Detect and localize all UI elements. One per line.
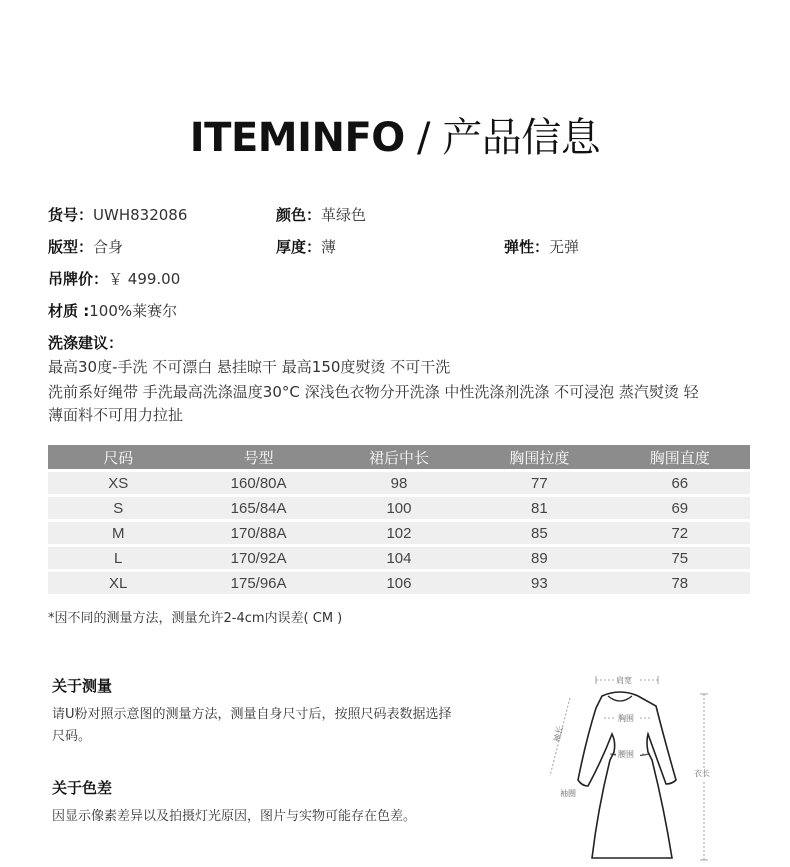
cell-length: 102 <box>329 521 469 546</box>
care-line: 薄面料不可用力拉扯 <box>48 406 184 424</box>
length-label: 衣长 <box>694 769 710 778</box>
cell-chest-flat: 66 <box>610 471 750 496</box>
thickness-value: 薄 <box>321 238 337 256</box>
color-value: 革绿色 <box>321 206 367 224</box>
header-chest-flat: 胸围直度 <box>610 445 750 471</box>
measure-title: 关于测量 <box>52 677 113 695</box>
table-row <box>48 546 750 571</box>
cell-length: 106 <box>329 571 469 595</box>
cell-size: M <box>48 521 188 546</box>
cell-chest-flat: 78 <box>610 571 750 595</box>
price-value: ￥ 499.00 <box>108 270 181 288</box>
header-size: 尺码 <box>48 445 188 471</box>
color <box>276 205 366 225</box>
cell-spec: 170/92A <box>188 546 328 571</box>
cell-chest-stretch: 81 <box>469 496 609 521</box>
size-table <box>48 445 750 594</box>
cell-size: L <box>48 546 188 571</box>
table-row <box>48 496 750 521</box>
sleeve-label: 袖长 <box>552 725 565 743</box>
dress-measurement-diagram <box>530 668 730 863</box>
cuff-label: 袖圈 <box>560 789 576 798</box>
thickness <box>276 237 336 257</box>
care-line: 洗前系好绳带 手洗最高洗涤温度30°C 深浅色衣物分开洗涤 中性洗涤剂洗涤 不可浸泡 蒸汽熨烫 轻 <box>48 383 699 401</box>
fit-key: 版型： <box>48 238 94 256</box>
cell-chest-flat: 69 <box>610 496 750 521</box>
item-no <box>48 205 187 225</box>
cell-spec: 170/88A <box>188 521 328 546</box>
size-table-header <box>48 445 750 471</box>
header-spec: 号型 <box>188 445 328 471</box>
table-row <box>48 471 750 496</box>
cell-length: 100 <box>329 496 469 521</box>
table-row <box>48 521 750 546</box>
price-key: 吊牌价： <box>48 270 109 288</box>
cell-spec: 160/80A <box>188 471 328 496</box>
thickness-key: 厚度： <box>276 238 322 256</box>
cell-chest-flat: 72 <box>610 521 750 546</box>
item-no-key: 货号： <box>48 206 94 224</box>
cell-spec: 165/84A <box>188 496 328 521</box>
chest-label: 胸围 <box>618 714 634 723</box>
header-length: 裙后中长 <box>329 445 469 471</box>
cell-spec: 175/96A <box>188 571 328 595</box>
measure-text-line: 请U粉对照示意图的测量方法，测量自身尺寸后，按照尺码表数据选择 <box>52 707 452 722</box>
fit-value: 合身 <box>93 238 124 256</box>
cell-length: 104 <box>329 546 469 571</box>
neckline <box>608 696 632 701</box>
color-diff-text: 因显示像素差异以及拍摄灯光原因，图片与实物可能存在色差。 <box>52 809 417 824</box>
cell-chest-flat: 75 <box>610 546 750 571</box>
cell-chest-stretch: 89 <box>469 546 609 571</box>
item-no-value: UWH832086 <box>93 206 188 224</box>
material-key: 材质 : <box>48 302 90 320</box>
cell-size: S <box>48 496 188 521</box>
care-title: 洗涤建议： <box>48 334 124 352</box>
title-en: ITEMINFO <box>189 115 405 161</box>
elasticity-key: 弹性： <box>504 238 550 256</box>
price <box>48 269 180 289</box>
cell-chest-stretch: 93 <box>469 571 609 595</box>
material <box>48 301 177 321</box>
elasticity <box>504 237 579 257</box>
cell-length: 98 <box>329 471 469 496</box>
color-diff-title: 关于色差 <box>52 779 113 797</box>
page-title <box>0 106 790 163</box>
elasticity-value: 无弹 <box>549 238 580 256</box>
shoulder-label: 肩宽 <box>616 676 632 685</box>
title-zh: / 产品信息 <box>417 115 601 161</box>
measure-text-line: 尺码。 <box>52 729 92 744</box>
cell-chest-stretch: 85 <box>469 521 609 546</box>
fit <box>48 237 123 257</box>
cell-size: XS <box>48 471 188 496</box>
color-key: 颜色： <box>276 206 322 224</box>
measurement-note: *因不同的测量方法，测量允许2-4cm内误差( CM ) <box>48 611 343 626</box>
material-value: 100%莱赛尔 <box>89 302 178 320</box>
header-chest-stretch: 胸围拉度 <box>469 445 609 471</box>
cell-chest-stretch: 77 <box>469 471 609 496</box>
cell-size: XL <box>48 571 188 595</box>
waist-label: 腰围 <box>618 750 634 759</box>
care-line: 最高30度-手洗 不可漂白 悬挂晾干 最高150度熨烫 不可干洗 <box>48 358 451 376</box>
table-row <box>48 571 750 595</box>
